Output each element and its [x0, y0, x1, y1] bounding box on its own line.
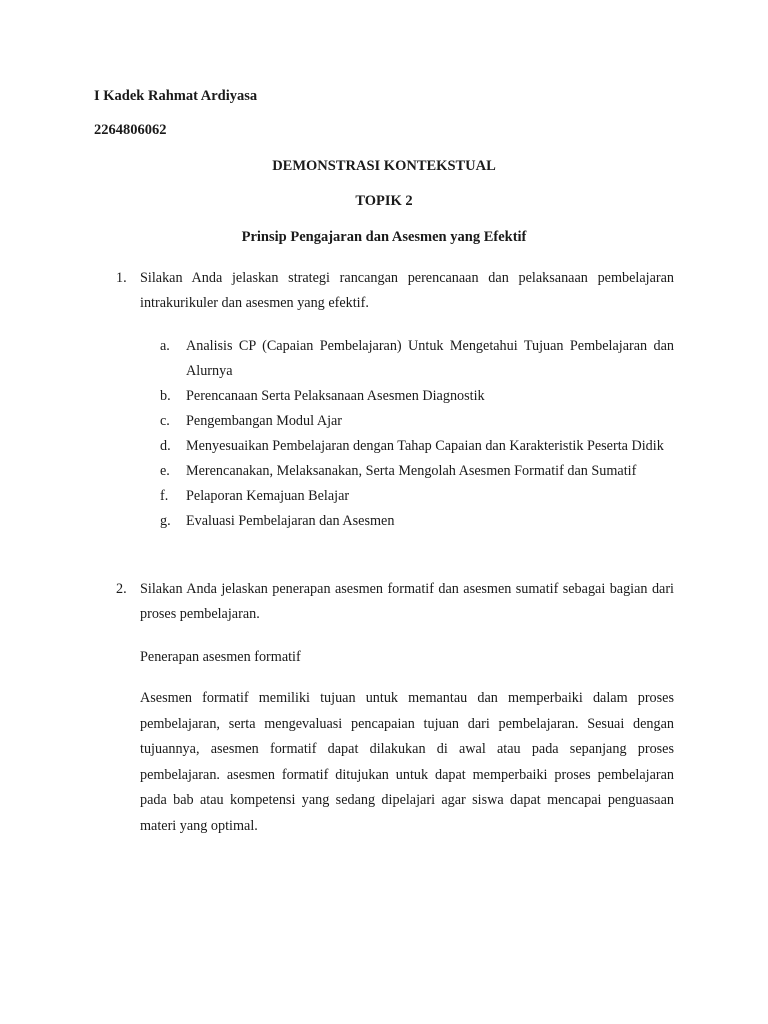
list-item-letter: e. [160, 463, 170, 479]
list-item [160, 509, 674, 534]
list-item [160, 434, 674, 459]
list-item [160, 334, 674, 384]
question-number: 2. [116, 581, 127, 597]
author-name: I Kadek Rahmat Ardiyasa [94, 88, 258, 104]
list-item-text: Pengembangan Modul Ajar [186, 413, 343, 429]
answer-1-list [160, 334, 674, 534]
question-2 [116, 577, 674, 627]
topic-label: TOPIK 2 [355, 193, 413, 209]
list-item [160, 459, 674, 484]
document-title: DEMONSTRASI KONTEKSTUAL [272, 158, 496, 174]
list-item-letter: g. [160, 513, 171, 529]
question-number: 1. [116, 270, 127, 286]
list-item-text: Perencanaan Serta Pelaksanaan Asesmen Diagnostik [186, 388, 485, 404]
list-item-letter: f. [160, 488, 169, 504]
question-1 [116, 266, 674, 316]
list-item-letter: b. [160, 388, 171, 404]
list-item-text: Pelaporan Kemajuan Belajar [186, 488, 350, 504]
document-subtitle: Prinsip Pengajaran dan Asesmen yang Efektif [241, 229, 527, 245]
list-item [160, 409, 674, 434]
list-item-letter: d. [160, 438, 171, 454]
list-item-text: Analisis CP (Capaian Pembelajaran) Untuk Mengetahui Tujuan Pembelajaran dan Alurnya [186, 338, 674, 379]
student-id: 2264806062 [94, 122, 167, 138]
list-item-text: Evaluasi Pembelajaran dan Asesmen [186, 513, 395, 529]
list-item-text: Merencanakan, Melaksanakan, Serta Mengolah Asesmen Formatif dan Sumatif [186, 463, 637, 479]
list-item [160, 484, 674, 509]
answer-2-heading: Penerapan asesmen formatif [140, 649, 301, 665]
list-item-letter: c. [160, 413, 170, 429]
list-item [160, 384, 674, 409]
question-text: Silakan Anda jelaskan penerapan asesmen formatif dan asesmen sumatif sebagai bagian dari proses pembelajaran. [140, 581, 674, 622]
list-item-text: Menyesuaikan Pembelajaran dengan Tahap Capaian dan Karakteristik Peserta Didik [186, 438, 664, 454]
question-text: Silakan Anda jelaskan strategi rancangan perencanaan dan pelaksanaan pembelajaran intrakurikuler dan asesmen yang efektif. [140, 270, 674, 311]
answer-2-paragraph: Asesmen formatif memiliki tujuan untuk memantau dan memperbaiki dalam proses pembelajaran, serta mengevaluasi pencapaian tujuan dari pembelajaran. Sesuai dengan tujuannya, asesmen formatif dapat dilakukan di awal atau pada sepanjang proses pembelajaran. asesmen formatif ditujukan untuk dapat memperbaiki proses pembelajaran pada bab atau kompetensi yang sedang dipelajari agar siswa dapat mencapai penguasaan materi yang optimal. [140, 690, 674, 834]
list-item-letter: a. [160, 338, 170, 354]
